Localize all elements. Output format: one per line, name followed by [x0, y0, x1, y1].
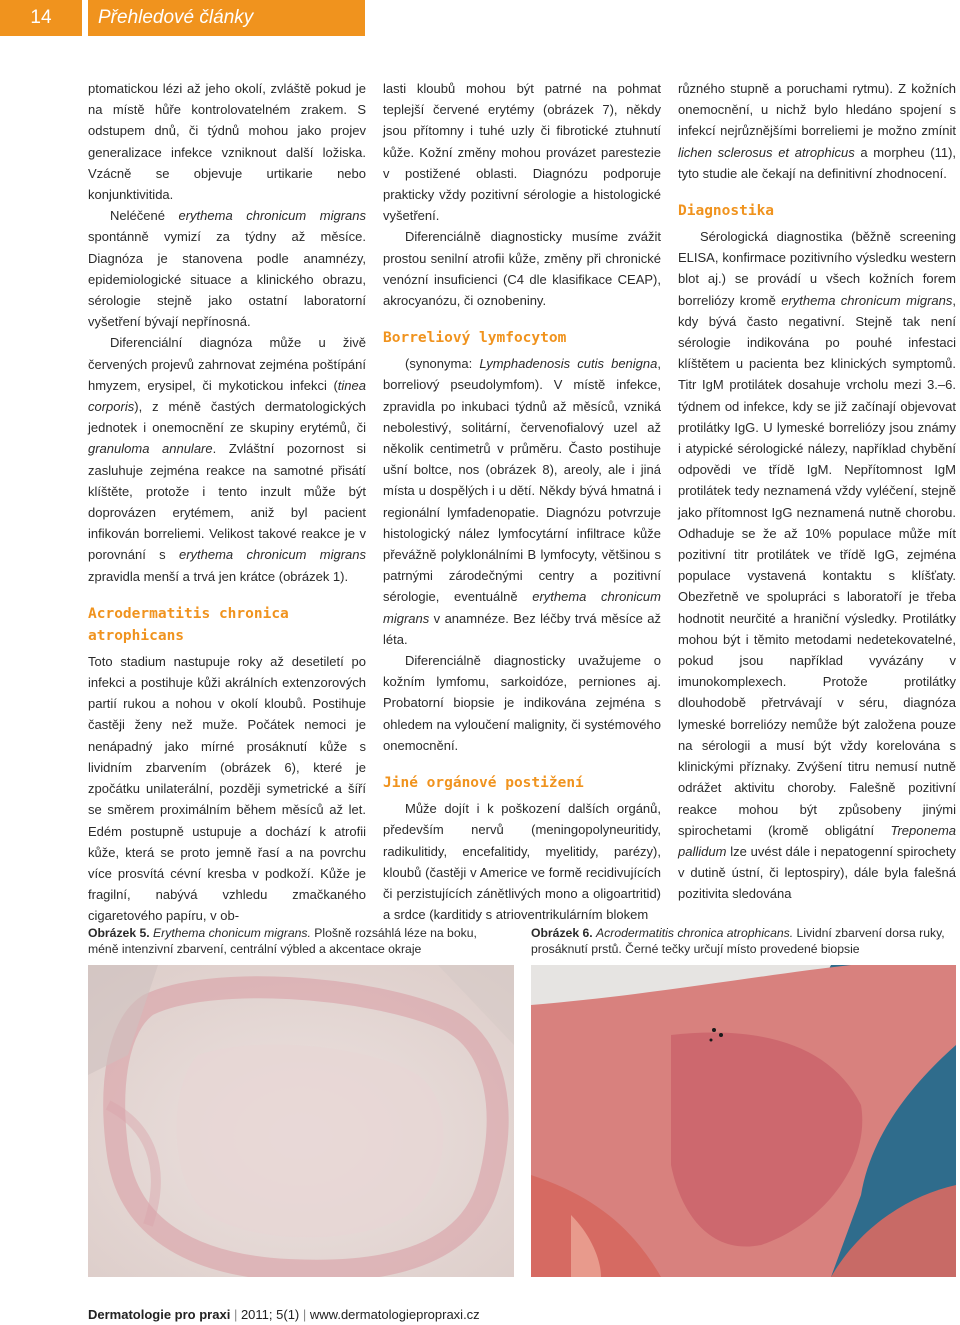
paragraph: Sérologická diagnostika (běžně screening ELISA, konfirmace pozitivního výsledku western blot aj.) se provádí u všech kožních forem borreliózy kromě erythema chronicum migrans, kdy bývá často negativní. Stejně tak není sérologie indikována po pouhé infestaci klíštětem u pacienta bez klinických symptomů. Titr IgM protilátek dosahuje vrcholu mezi 3.–6. týdnem od infekce, kdy se již začínají objevovat protilátky IgG. U lymeské borreliózy jsou známy i atypické sérologické nálezy, například chybění odpovědi ve třídě IgM. Nepřítomnost IgM protilátek tedy neznamená vždy vyléčení, stejně jako přítomnost IgG neznamená nutně chorobu. Odhaduje se že až 10% populace může mít pozitivní titr protilátek ve třídě IgG, zejména populace vystavená kontaktu s klíšťaty. Obezřetně ve spolupráci s laboratoří je třeba hodnotit neurčité a hraniční výsledky. Protilátky mohou být i těmito metodami nedetekovatelné, pokud jsou například vyvázány v imunokomplexech. Protože protilátky dlouhodobě přetrvávají v séru, diagnóza lymeské borreliózy nemůže být založena pouze na sérologii a musí být vždy korelována s klinickými příznaky. Zvýšení titru nemusí nutně odrážet aktivitu choroby. Falešně pozitivní reakce mohou být způsobeny jinými spirochetami (kromě obligátní Treponema pallidum lze uvést dále i nepatogenní spirochety v dutině ústní, či leptospiry), dále byla falešná pozitivita sledována: [678, 229, 956, 902]
figure-5-caption: Obrázek 5. Erythema chonicum migrans. Plošně rozsáhlá léze na boku, méně intenzivní zbarvení, centrální výbled a akcentace okraje: [88, 926, 477, 956]
section-title: Přehledové články: [88, 0, 365, 36]
paragraph: Neléčené erythema chronicum migrans spontánně vymizí za týdny až měsíce. Diagnóza je stanovena podle anamnézy, epidemiologické situace a klinického obrazu, sérologie stejně jako ostatní laboratorní vyšetření bývají nepřínosná.: [88, 208, 366, 330]
heading-borreliovy-lymfocytom: Borreliový lymfocytom: [383, 330, 567, 347]
heading-diagnostika: Diagnostika: [678, 203, 775, 220]
paragraph: ptomatickou lézi až jeho okolí, zvláště pokud je na místě hůře kontrolovatelném zrakem. S odstupem dnů, či týdnů mohou jako projev generalizace infekce vzniknout další ložiska. Vzácně se objevuje urtikarie nebo konjunktivitida.: [88, 81, 366, 203]
paragraph: Může dojít i k poškození dalších orgánů, především nervů (meningopolyneuritidy, radikulitidy, encefalitidy, myelitidy, parézy), kloubů (častěji v Americe ve formě recidivujících či perzistujících zánětlivých mono a oligoartritid) a srdce (karditidy s atrioventrikulárním blokem: [383, 801, 661, 923]
page-footer: Dermatologie pro praxi | 2011; 5(1) | www.dermatologiepropraxi.cz: [88, 1307, 480, 1322]
heading-jine-organove: Jiné orgánové postižení: [383, 775, 584, 792]
figure-6-photo: [531, 965, 956, 1277]
paragraph: Diferenciální diagnóza může u živě červených projevů zahrnovat zejména poštípání hmyzem, erysipel, či mykotickou infekci (tinea corporis), z méně častých dermatologických jednotek i onemocnění ze skupiny erytémů, či granuloma annulare. Zvláštní pozornost si zasluhuje zejména reakce na samotné přisátí klíštěte, protože i tento inzult může být doprovázen erytémem, aniž byl pacient infikován borreliemi. Velikost takové reakce je v porovnání s erythema chronicum migrans zpravidla menší a trvá jen krátce (obrázek 1).: [88, 335, 366, 584]
journal-url[interactable]: www.dermatologiepropraxi.cz: [309, 1307, 480, 1322]
column-3: [678, 78, 956, 905]
figure-5-photo: [88, 965, 514, 1277]
page-number: 14: [0, 0, 82, 36]
issue-info: 2011; 5(1): [240, 1307, 300, 1322]
column-2: [383, 78, 661, 925]
figure-6-caption: Obrázek 6. Acrodermatitis chronica atrophicans. Lividní zbarvení dorsa ruky, prosáknutí prstů. Černé tečky určují místo provedené biopsie: [531, 926, 945, 956]
journal-name: Dermatologie pro praxi: [88, 1307, 231, 1322]
paragraph: Diferenciálně diagnosticky musíme zvážit prostou senilní atrofii kůže, změny při chronické venózní insuficienci (C4 dle klasifikace CEAP), akrocyanózu, či oznobeniny.: [383, 229, 661, 309]
column-1: [88, 78, 366, 927]
heading-acrodermatitis: Acrodermatitis chronica atrophicans: [88, 605, 289, 644]
paragraph: Toto stadium nastupuje roky až desetiletí po infekci a postihuje kůži akrálních extenzorových partií rukou a nohou v okolí kloubů. Postihuje častěji ženy než muže. Počátek nemoci je nenápadný jako mírné prosáknutí kůže s lividním zbarvením (obrázek 6), které je zpočátku unilaterální, později symetrické a šíří se směrem proximálním během měsíců až let. Edém postupně ustupuje a dochází k atrofii kůže, která se proto jemně řasí a na povrchu více prosvítá cévní kresba v podkoží. Kůže je fragilní, nabývá vzhledu zmačkaného cigaretového papíru, v ob-: [88, 653, 366, 924]
paragraph: Diferenciálně diagnosticky uvažujeme o kožním lymfomu, sarkoidóze, perniones aj. Probatorní biopsie je indikována zejména s ohledem na vyloučení malignity, či systémového onemocnění.: [383, 653, 661, 753]
paragraph: různého stupně a poruchami rytmu). Z kožních onemocnění, u nichž bylo hledáno spojení s infekcí nejrůznějšími borreliemi je možno zmínit lichen sclerosus et atrophicus a morpheu (11), tyto studie ale čekají na definitivní zhodnocení.: [678, 81, 957, 181]
paragraph: lasti kloubů mohou být patrné na pohmat teplejší červené erytémy (obrázek 7), někdy jsou přítomny i tuhé uzly či fibrotické ztuhnutí kůže. Kožní změny mohou provázet parestezie v postižené oblasti. Diagnózu podporuje prakticky vždy pozitivní sérologie a histologické vyšetření.: [383, 81, 661, 224]
paragraph: (synonyma: Lymphadenosis cutis benigna, borreliový pseudolymfom). V místě infekce, zpravidla po inkubaci týdnů až měsíců, vzniká nebolestivý, solitární, červenofialový uzel až několik centimetrů v průměru. Často postihuje ušní boltce, nos (obrázek 8), areoly, ale i jiná místa u dospělých i u dětí. Někdy bývá hmatná i regionální lymfadenopatie. Diagnózu potvrzuje histologický nález lymfocytární infiltrace kůže převážně polyklonálními B lymfocyty, většinou s patrnými zárodečnými centry a pozitivní sérologie, eventuálně erythema chronicum migrans v anamnéze. Bez léčby trvá měsíce až léta.: [383, 356, 661, 647]
